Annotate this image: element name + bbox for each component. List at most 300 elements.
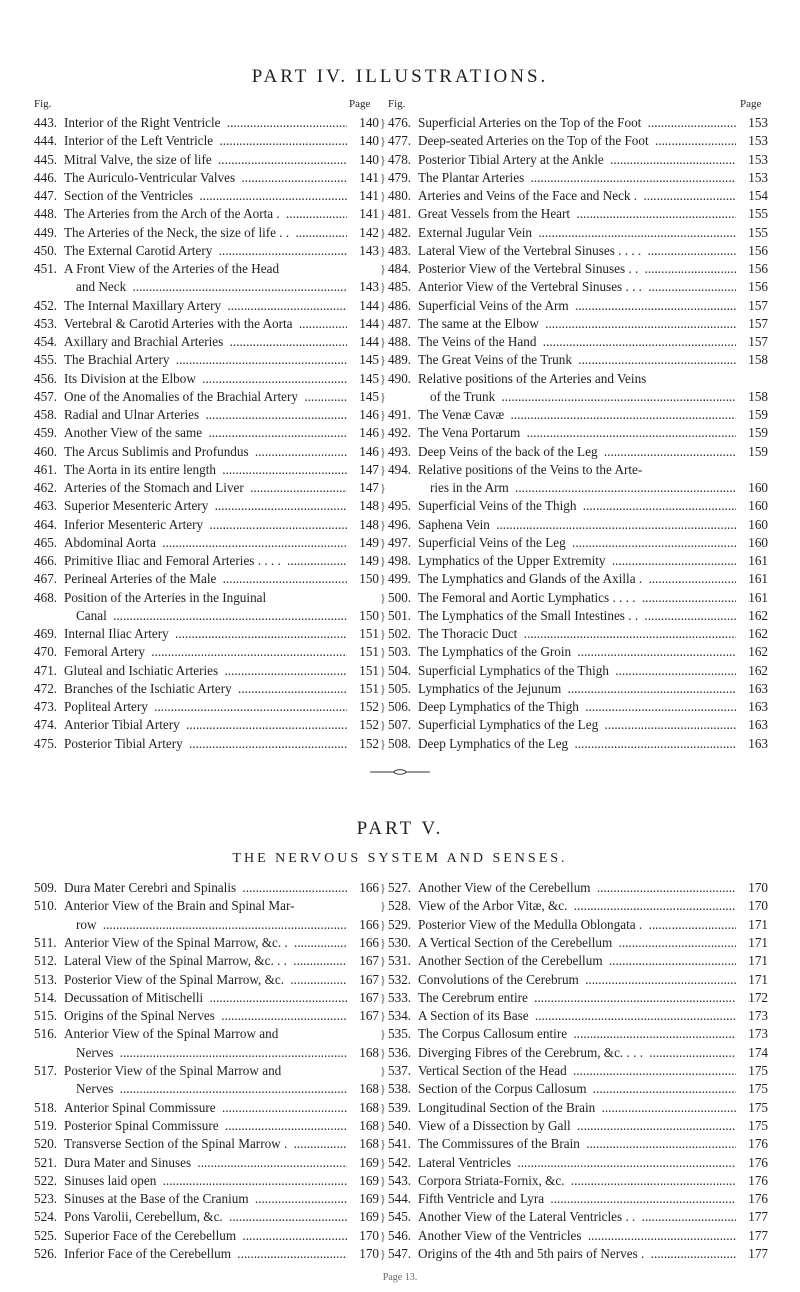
figure-number: 455. (34, 352, 58, 368)
figure-title: Deep Veins of the back of the Leg (418, 444, 601, 459)
page-number: 176 (738, 1135, 768, 1153)
toc-entry (34, 1208, 379, 1226)
figure-title: The Brachial Artery (64, 352, 172, 367)
toc-entry (388, 351, 768, 369)
page-number: 147 (349, 461, 379, 479)
page-number: 143 (349, 242, 379, 260)
figure-title: of the Trunk (430, 389, 498, 404)
page-number: 176 (738, 1154, 768, 1172)
figure-title-wrap (64, 716, 347, 734)
figure-title: The External Carotid Artery (64, 243, 215, 258)
column-brace: } (380, 954, 386, 969)
figure-title-wrap (64, 187, 347, 205)
figure-title: The Lymphatics of the Small Intestines . . (418, 608, 641, 623)
figure-number: 533. (388, 989, 412, 1005)
page-number: 175 (738, 1080, 768, 1098)
figure-number: 530. (388, 934, 412, 950)
column-brace: } (380, 881, 386, 895)
toc-entry (388, 461, 768, 479)
figure-number: 532. (388, 971, 412, 987)
figure-number: 449. (34, 224, 58, 240)
figure-title: The Lymphatics and Glands of the Axilla . (418, 571, 645, 586)
figure-title-wrap (418, 406, 736, 424)
figure-title-wrap (418, 625, 736, 643)
figure-title: Great Vessels from the Heart (418, 206, 573, 221)
figure-title-wrap (418, 934, 736, 952)
figure-title: and Neck (76, 279, 129, 294)
toc-entry (34, 151, 379, 169)
figure-title-wrap (64, 534, 347, 552)
page-number: 151 (349, 643, 379, 661)
figure-title: The Arteries of the Neck, the size of life . . (64, 225, 292, 240)
figure-title-wrap (64, 1007, 347, 1025)
figure-number: 508. (388, 735, 412, 751)
page-number: 175 (738, 1117, 768, 1135)
figure-title-wrap (418, 570, 736, 588)
toc-entry (34, 1227, 379, 1245)
figure-title-wrap (64, 625, 347, 643)
page-number: 175 (738, 1099, 768, 1117)
page-number: 145 (349, 370, 379, 388)
figure-title: The Thoracic Duct (418, 626, 520, 641)
figure-title-wrap (418, 1190, 736, 1208)
toc-entry (388, 680, 768, 698)
figure-title: View of a Dissection by Gall (418, 1118, 574, 1133)
page-number: 168 (349, 1044, 379, 1062)
figure-title-wrap (64, 1062, 347, 1080)
toc-entry (388, 643, 768, 661)
figure-title-wrap (64, 552, 347, 570)
figure-title-wrap (64, 351, 347, 369)
figure-title-wrap (64, 443, 347, 461)
toc-entry (34, 698, 379, 716)
figure-title-wrap (76, 916, 347, 934)
page-number: 162 (738, 643, 768, 661)
figure-title-wrap (418, 971, 736, 989)
page-number: 145 (349, 388, 379, 406)
toc-entry (34, 406, 379, 424)
figure-title: Lateral Ventricles (418, 1155, 514, 1170)
figure-title-wrap (418, 989, 736, 1007)
page-number: 144 (349, 297, 379, 315)
figure-title: Posterior View of the Spinal Marrow and (64, 1063, 284, 1078)
page-number: 159 (738, 424, 768, 442)
toc-entry (388, 698, 768, 716)
figure-title-wrap (64, 242, 347, 260)
figure-number: 516. (34, 1026, 58, 1042)
page-number: 153 (738, 132, 768, 150)
figure-title-wrap (418, 607, 736, 625)
figure-number: 486. (388, 297, 412, 313)
figure-number: 482. (388, 224, 412, 240)
page-number: 141 (349, 187, 379, 205)
page-number: 150 (349, 607, 379, 625)
toc-entry (34, 333, 379, 351)
page-number: 168 (349, 1117, 379, 1135)
toc-entry (388, 879, 768, 897)
toc-entry (388, 443, 768, 461)
figure-title: The same at the Elbow (418, 316, 542, 331)
figure-title-wrap (64, 479, 347, 497)
page-number: 169 (349, 1208, 379, 1226)
figure-title-wrap (418, 1172, 736, 1190)
figure-title-wrap (64, 333, 347, 351)
page-number: 157 (738, 315, 768, 333)
figure-title-wrap (418, 297, 736, 315)
figure-number: 466. (34, 553, 58, 568)
page-number: 151 (349, 662, 379, 680)
figure-title-wrap (418, 443, 736, 461)
figure-title: Posterior View of the Vertebral Sinuses . . (418, 261, 641, 276)
figure-title-wrap (64, 589, 347, 607)
page-number: 153 (738, 169, 768, 187)
toc-entry (388, 662, 768, 680)
page-number: 162 (738, 662, 768, 680)
figure-number: 478. (388, 151, 412, 167)
page-number: 144 (349, 315, 379, 333)
figure-number: 487. (388, 315, 412, 331)
figure-title: Internal Iliac Artery (64, 626, 172, 641)
toc-entry (388, 934, 768, 952)
column-brace: } (380, 426, 386, 441)
figure-number: 511. (34, 934, 57, 950)
toc-entry (34, 971, 379, 989)
column-brace: } (380, 1173, 386, 1188)
figure-number: 515. (34, 1008, 58, 1024)
toc-entry (388, 370, 768, 388)
page-number: 156 (738, 260, 768, 278)
figure-title: Its Division at the Elbow (64, 371, 199, 386)
figure-number: 504. (388, 662, 412, 678)
figure-title-wrap (64, 1135, 347, 1153)
toc-entry (34, 589, 379, 607)
figure-number: 500. (388, 589, 412, 605)
figure-title: Vertebral & Carotid Arteries with the Aorta (64, 316, 296, 331)
figure-title: Position of the Arteries in the Inguinal (64, 590, 269, 605)
page-number: 156 (738, 242, 768, 260)
page-number: 149 (349, 534, 379, 552)
toc-entry (34, 680, 379, 698)
page-number: 153 (738, 151, 768, 169)
figure-number: 534. (388, 1008, 412, 1024)
page-number: 152 (349, 716, 379, 734)
figure-number: 543. (388, 1172, 412, 1188)
page-number: 166 (349, 879, 379, 897)
page-number: 161 (738, 589, 768, 607)
toc-entry (388, 1117, 768, 1135)
page-number: 177 (738, 1245, 768, 1263)
figure-number: 479. (388, 169, 412, 185)
figure-title-wrap (418, 897, 736, 915)
toc-entry (388, 1007, 768, 1025)
figure-title-wrap (64, 388, 347, 406)
toc-entry (388, 1025, 768, 1043)
figure-title-wrap (418, 260, 736, 278)
toc-entry (34, 1044, 379, 1062)
figure-number: 513. (34, 971, 58, 987)
figure-number: 522. (34, 1172, 58, 1188)
figure-title: Saphena Vein (418, 517, 493, 532)
toc-entry (34, 224, 379, 242)
figure-title-wrap (76, 607, 347, 625)
page-number: 156 (738, 278, 768, 296)
figure-title: Branches of the Ischiatic Artery (64, 681, 235, 696)
figure-title-wrap (418, 1007, 736, 1025)
figure-number: 480. (388, 188, 412, 203)
figure-number: 452. (34, 297, 58, 313)
figure-number: 521. (34, 1154, 58, 1170)
column-brace: } (380, 1155, 386, 1170)
page-number: 159 (738, 406, 768, 424)
toc-entry (34, 1080, 379, 1098)
figure-title: Superficial Lymphatics of the Thigh (418, 663, 612, 678)
figure-title-wrap (64, 934, 347, 952)
figure-title: Superficial Lymphatics of the Leg (418, 717, 601, 732)
figure-title: External Jugular Vein (418, 225, 535, 240)
figure-number: 520. (34, 1136, 58, 1152)
figure-number: 470. (34, 644, 58, 660)
figure-number: 527. (388, 880, 412, 895)
column-brace: } (380, 225, 386, 240)
column-brace: } (380, 972, 386, 987)
figure-title-wrap (64, 1025, 347, 1043)
figure-title: Dura Mater Cerebri and Spinalis (64, 880, 239, 895)
figure-number: 519. (34, 1117, 58, 1133)
page-column-label-right: Page (740, 98, 762, 110)
toc-entry (388, 315, 768, 333)
column-brace: } (380, 681, 386, 696)
figure-title: Abdominal Aorta (64, 535, 159, 550)
column-brace: } (380, 189, 386, 203)
figure-title: Superficial Veins of the Leg (418, 535, 569, 550)
figure-title: Decussation of Mitischelli (64, 990, 206, 1005)
figure-title: Arteries of the Stomach and Liver (64, 480, 247, 495)
toc-entry (388, 1172, 768, 1190)
page-number: 167 (349, 971, 379, 989)
page-number: 151 (349, 625, 379, 643)
toc-entry (388, 625, 768, 643)
figure-title: Relative positions of the Veins to the Arte- (418, 462, 645, 477)
figure-title: Anterior View of the Vertebral Sinuses . . . (418, 279, 645, 294)
page-number: 176 (738, 1172, 768, 1190)
page-number: 163 (738, 680, 768, 698)
figure-title-wrap (418, 952, 736, 970)
figure-title-wrap (64, 735, 347, 753)
figure-number: 545. (388, 1209, 412, 1225)
figure-number: 460. (34, 443, 58, 459)
toc-entry (34, 897, 379, 915)
toc-entry (388, 205, 768, 223)
column-brace: } (380, 1064, 386, 1078)
page-number: 170 (349, 1245, 379, 1263)
figure-title: The Arcus Sublimis and Profundus (64, 444, 252, 459)
toc-entry (34, 497, 379, 515)
toc-entry (34, 260, 379, 278)
figure-number: 518. (34, 1099, 58, 1115)
figure-number: 469. (34, 626, 58, 641)
page-number: 167 (349, 989, 379, 1007)
figure-title-wrap (418, 916, 736, 934)
page-number: 160 (738, 534, 768, 552)
page-number: 169 (349, 1190, 379, 1208)
page-number: 153 (738, 114, 768, 132)
page-number: 142 (349, 224, 379, 242)
figure-title: The Plantar Arteries (418, 170, 527, 185)
figure-number: 524. (34, 1209, 58, 1225)
toc-entry (388, 516, 768, 534)
figure-title: Lateral View of the Vertebral Sinuses . . . . (418, 243, 644, 258)
page-number: 169 (349, 1172, 379, 1190)
figure-title: Primitive Iliac and Femoral Arteries . . . . (64, 553, 284, 568)
page-number: 169 (349, 1154, 379, 1172)
column-brace: } (380, 262, 386, 276)
figure-number: 458. (34, 407, 58, 422)
figure-number: 465. (34, 534, 58, 550)
page-number: 162 (738, 607, 768, 625)
figure-number: 537. (388, 1063, 412, 1078)
page-number: 157 (738, 333, 768, 351)
figure-number: 485. (388, 279, 412, 295)
figure-title: View of the Arbor Vitæ, &c. (418, 898, 570, 913)
toc-entry (388, 187, 768, 205)
figure-number: 467. (34, 571, 58, 587)
toc-entry (388, 388, 768, 406)
toc-entry (388, 479, 768, 497)
figure-title: The Femoral and Aortic Lymphatics . . . . (418, 590, 639, 605)
toc-entry (34, 370, 379, 388)
column-brace: } (380, 572, 386, 587)
figure-number: 501. (388, 607, 412, 623)
page-number: 176 (738, 1190, 768, 1208)
figure-number: 454. (34, 334, 58, 349)
figure-title-wrap (418, 242, 736, 260)
figure-title-wrap (64, 1154, 347, 1172)
figure-number: 544. (388, 1191, 412, 1207)
toc-entry (34, 1154, 379, 1172)
page-number: 145 (349, 351, 379, 369)
toc-entry (34, 716, 379, 734)
toc-entry (388, 735, 768, 753)
toc-entry (34, 989, 379, 1007)
page-number: 173 (738, 1025, 768, 1043)
page-number: 167 (349, 952, 379, 970)
part4-heading: PART IV. ILLUSTRATIONS. (251, 66, 549, 87)
figure-number: 461. (34, 461, 58, 477)
toc-entry (388, 1080, 768, 1098)
figure-title-wrap (418, 1062, 736, 1080)
figure-number: 498. (388, 553, 412, 568)
figure-title-wrap (418, 114, 736, 132)
column-brace: } (380, 554, 386, 568)
page-number: 167 (349, 1007, 379, 1025)
figure-title: The Arteries from the Arch of the Aorta . (64, 206, 283, 221)
figure-number: 444. (34, 133, 58, 149)
toc-entry (388, 552, 768, 570)
figure-title: Another View of the Cerebellum (418, 880, 594, 895)
page-number: 143 (349, 278, 379, 296)
figure-title-wrap (418, 1044, 736, 1062)
toc-entry (388, 916, 768, 934)
figure-title: Deep-seated Arteries on the Top of the Foot (418, 133, 652, 148)
figure-title: Origins of the 4th and 5th pairs of Nerves . (418, 1246, 647, 1261)
figure-number: 496. (388, 516, 412, 532)
figure-title: Lymphatics of the Jejunum (418, 681, 564, 696)
toc-entry (34, 1117, 379, 1135)
figure-title-wrap (418, 552, 736, 570)
toc-entry (388, 1208, 768, 1226)
toc-entry (388, 1227, 768, 1245)
column-brace: } (380, 935, 386, 950)
page-number: 154 (738, 187, 768, 205)
figure-title-wrap (76, 278, 347, 296)
figure-number: 525. (34, 1227, 58, 1243)
figure-number: 539. (388, 1099, 412, 1115)
figure-title-wrap (64, 424, 347, 442)
column-brace: } (380, 134, 386, 149)
figure-title: Canal (76, 608, 110, 623)
figure-title: Anterior View of the Spinal Marrow and (64, 1026, 281, 1041)
figure-number: 447. (34, 188, 58, 203)
figure-title: Transverse Section of the Spinal Marrow . (64, 1136, 290, 1151)
figure-title-wrap (64, 497, 347, 515)
figure-title: Fifth Ventricle and Lyra (418, 1191, 547, 1206)
figure-title: Perineal Arteries of the Male (64, 571, 219, 586)
figure-title-wrap (64, 224, 347, 242)
figure-title: Posterior View of the Medulla Oblongata . (418, 917, 645, 932)
figure-title: Vertical Section of the Head (418, 1063, 570, 1078)
toc-entry (388, 1245, 768, 1263)
figure-title: Radial and Ulnar Arteries (64, 407, 202, 422)
figure-title: Mitral Valve, the size of life (64, 152, 215, 167)
toc-entry (388, 1099, 768, 1117)
column-brace: } (380, 116, 386, 130)
page-number: 140 (349, 132, 379, 150)
toc-entry (34, 1007, 379, 1025)
toc-entry (388, 260, 768, 278)
page-number: 163 (738, 698, 768, 716)
figure-number: 528. (388, 898, 412, 914)
figure-title-wrap (418, 333, 736, 351)
figure-title: A Front View of the Arteries of the Head (64, 261, 282, 276)
page-number: 163 (738, 735, 768, 753)
column-brace: } (380, 207, 386, 222)
figure-title: The Vena Portarum (418, 425, 523, 440)
toc-entry (388, 278, 768, 296)
column-brace: } (380, 1009, 386, 1024)
column-brace: } (380, 316, 386, 331)
figure-title: Arteries and Veins of the Face and Neck . (418, 188, 640, 203)
page-number: 155 (738, 224, 768, 242)
figure-title: Femoral Artery (64, 644, 148, 659)
figure-title-wrap (64, 406, 347, 424)
figure-title-wrap (64, 952, 347, 970)
figure-title-wrap (64, 971, 347, 989)
page-number: 146 (349, 406, 379, 424)
figure-title-wrap (64, 169, 347, 187)
toc-entry (34, 934, 379, 952)
toc-entry (34, 187, 379, 205)
figure-number: 541. (388, 1136, 412, 1152)
figure-title-wrap (64, 370, 347, 388)
page-number: 144 (349, 333, 379, 351)
column-brace: } (380, 243, 386, 258)
figure-number: 546. (388, 1227, 412, 1243)
figure-title: Another Section of the Cerebellum (418, 953, 606, 968)
figure-title: Gluteal and Ischiatic Arteries (64, 663, 221, 678)
figure-title: The Lymphatics of the Groin (418, 644, 574, 659)
page-number: 177 (738, 1208, 768, 1226)
figure-title: Another View of the Ventricles (418, 1228, 585, 1243)
